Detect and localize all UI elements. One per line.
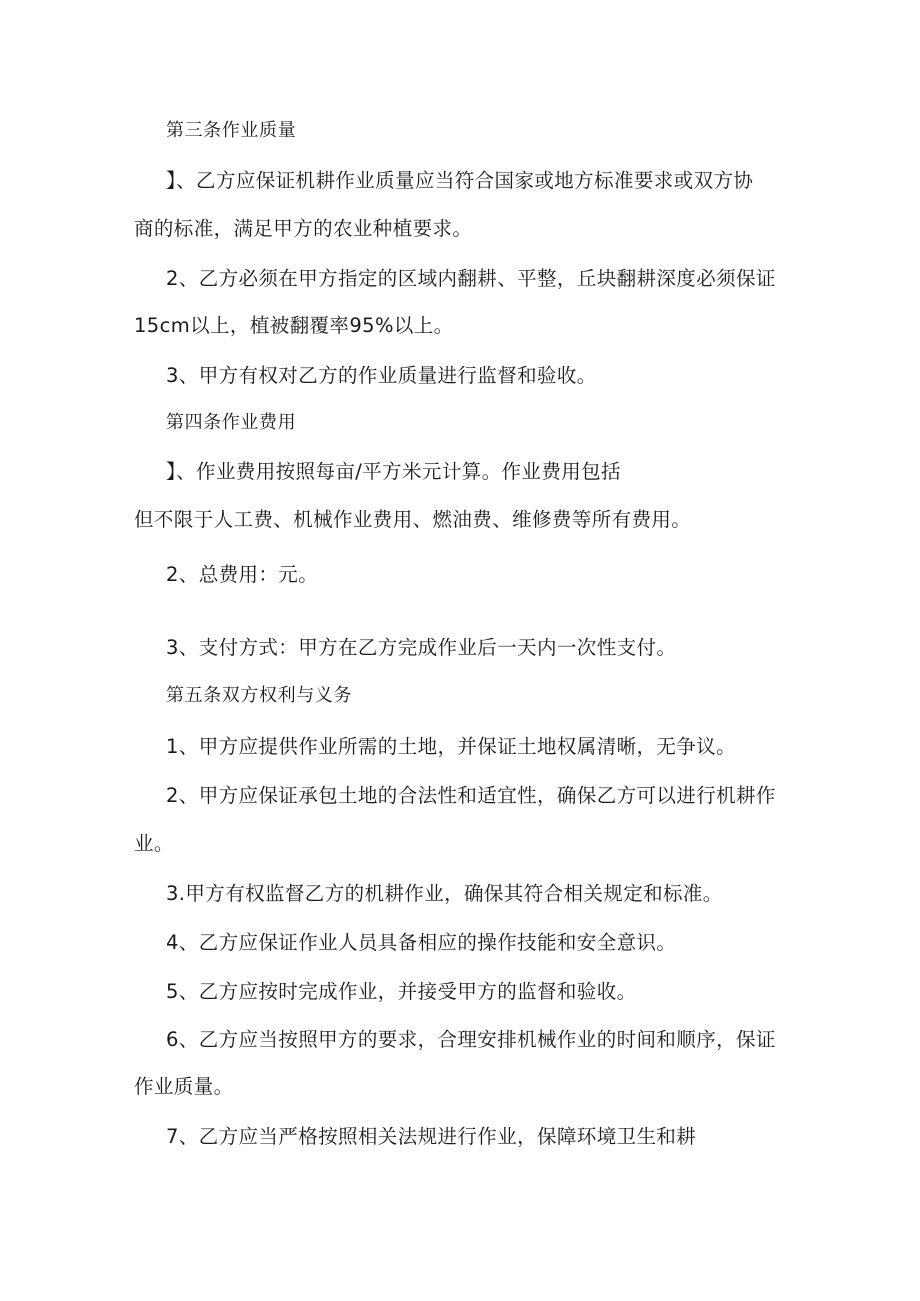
article-5-clause-6-line-2: 作业质量。 <box>134 1075 234 1098</box>
article-5-clause-2-line-2: 业。 <box>134 832 174 855</box>
article-3-clause-3: 3、甲方有权对乙方的作业质量进行监督和验收。 <box>166 364 597 387</box>
article-5-clause-7: 7、乙方应当严格按照相关法规进行作业，保障环境卫生和耕 <box>166 1125 697 1148</box>
article-5-clause-3: 3.甲方有权监督乙方的机耕作业，确保其符合相关规定和标准。 <box>166 882 723 905</box>
article-5-heading: 第五条双方权利与义务 <box>166 685 352 706</box>
article-3-clause-1-line-1: 】、乙方应保证机耕作业质量应当符合国家或地方标准要求或双方协 <box>166 169 754 192</box>
article-5-clause-5: 5、乙方应按时完成作业，并接受甲方的监督和验收。 <box>166 980 637 1003</box>
article-5-clause-6-line-1: 6、乙方应当按照甲方的要求，合理安排机械作业的时间和顺序，保证 <box>166 1028 776 1051</box>
article-4-clause-1-line-2: 但不限于人工费、机械作业费用、燃油费、维修费等所有费用。 <box>134 508 692 531</box>
article-5-clause-4: 4、乙方应保证作业人员具备相应的操作技能和安全意识。 <box>166 931 677 954</box>
article-5-clause-2-line-1: 2、甲方应保证承包土地的合法性和适宜性，确保乙方可以进行机耕作 <box>166 784 776 807</box>
article-4-heading: 第四条作业费用 <box>166 412 297 433</box>
article-5-clause-1: 1、甲方应提供作业所需的土地，并保证土地权属清晰，无争议。 <box>166 735 737 758</box>
article-3-heading: 第三条作业质量 <box>166 120 297 141</box>
article-3-clause-1-line-2: 商的标准，满足甲方的农业种植要求。 <box>134 217 473 240</box>
article-3-clause-2-line-2: 15cm以上，植被翻覆率95%以上。 <box>134 314 454 337</box>
article-3-clause-2-line-1: 2、乙方必须在甲方指定的区域内翻耕、平整，丘块翻耕深度必须保证 <box>166 267 776 290</box>
article-4-clause-1-line-1: 】、作业费用按照每亩/平方米元计算。作业费用包括 <box>166 460 621 483</box>
article-4-clause-2: 2、总费用：元。 <box>166 563 319 586</box>
article-4-clause-3: 3、支付方式：甲方在乙方完成作业后一天内一次性支付。 <box>166 636 677 659</box>
